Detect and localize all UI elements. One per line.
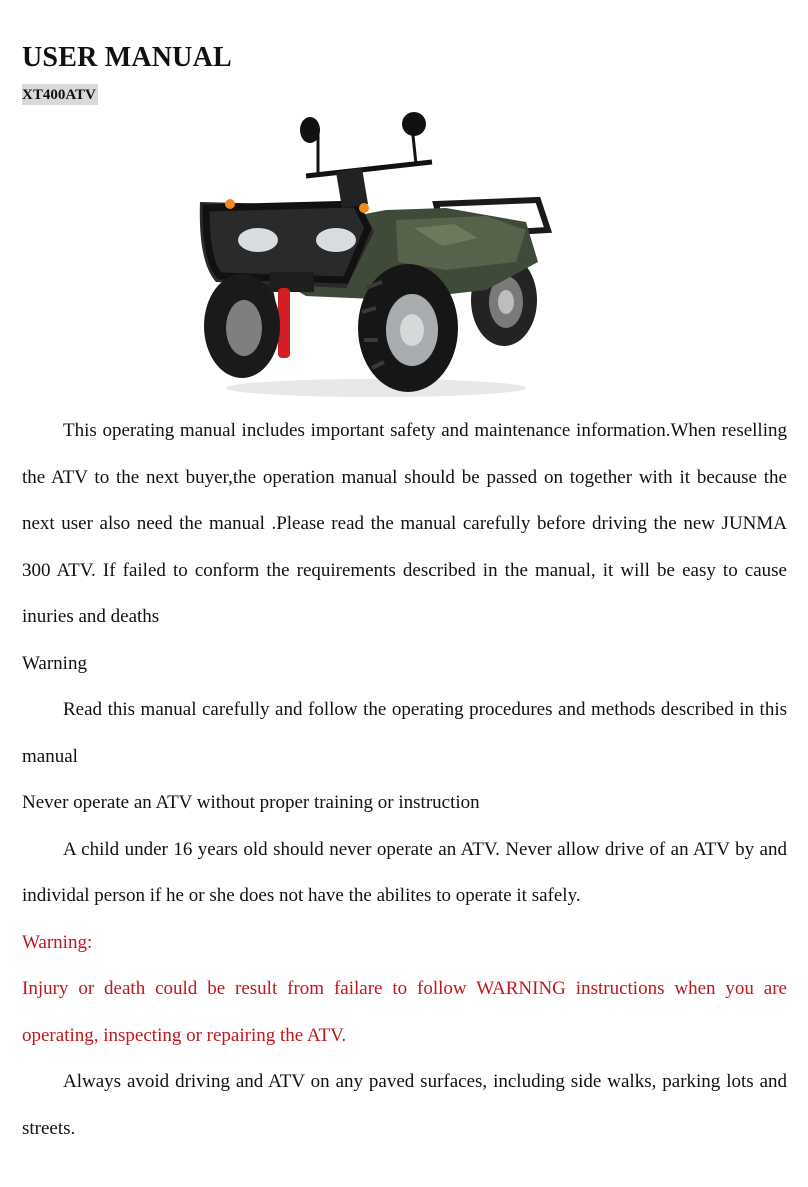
read-manual-paragraph: Read this manual carefully and follow the operating procedures and methods described in this manual (22, 699, 787, 767)
training-paragraph: Never operate an ATV without proper training or instruction (22, 792, 480, 813)
manual-body (22, 408, 787, 1152)
child-age-paragraph: A child under 16 years old should never operate an ATV. Never allow drive of an ATV by and individal person if he or she does not have the abilites to operate it safely. (22, 838, 787, 906)
paved-surfaces-paragraph: Always avoid driving and ATV on any paved surfaces, including side walks, parking lots and streets. (22, 1071, 787, 1139)
model-label: XT400ATV (22, 84, 98, 105)
atv-photo (186, 112, 560, 402)
red-warning-heading: Warning: (22, 931, 93, 953)
red-warning-paragraph: Injury or death could be result from failare to follow WARNING instructions when you are operating, inspecting or repairing the ATV. (22, 978, 787, 1046)
warning-heading: Warning (22, 652, 87, 674)
intro-paragraph: This operating manual includes important safety and maintenance information.When reselling the ATV to the next buyer,the operation manual should be passed on together with it because the next user also need the manual .Please read the manual carefully before driving the new JUNMA 300 ATV. If failed to conform the requirements described in the manual, it will be easy to cause inuries and deaths (22, 420, 787, 627)
page-title: USER MANUAL (22, 42, 232, 73)
